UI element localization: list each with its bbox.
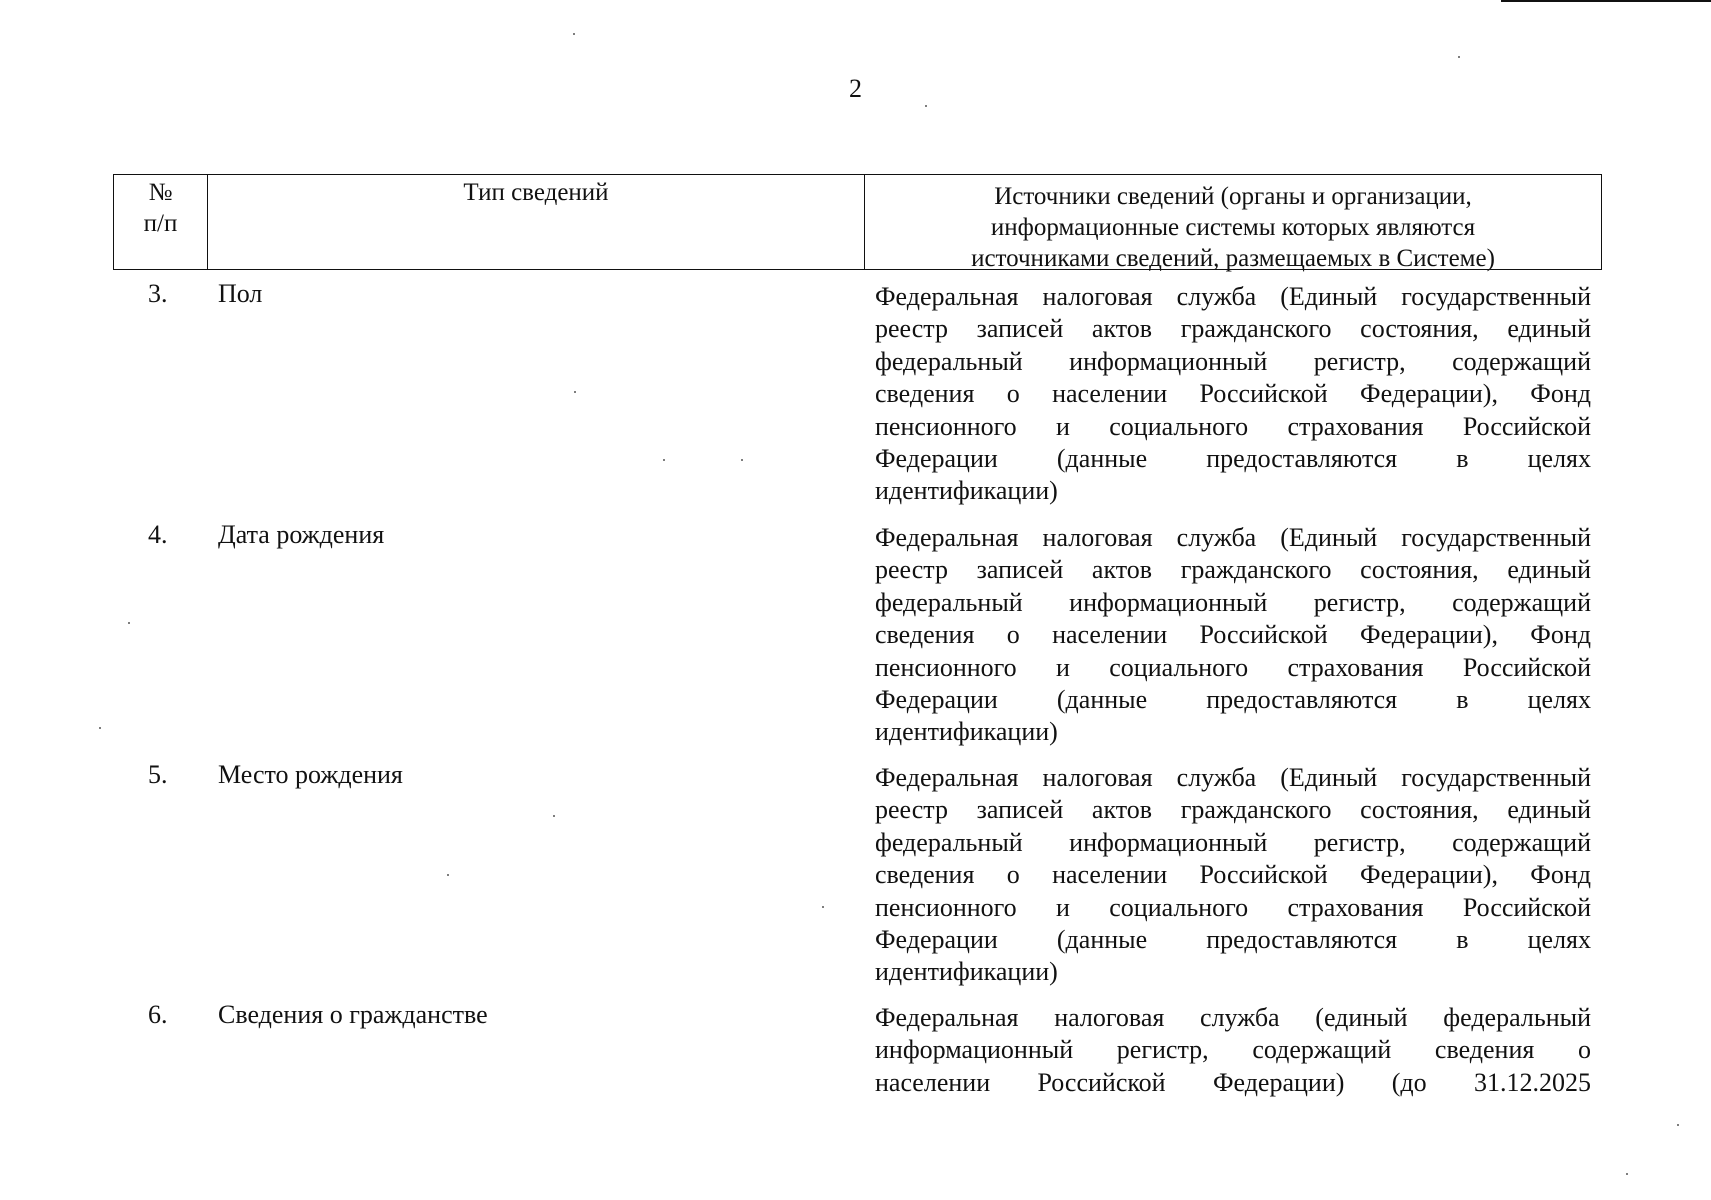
source-line: Федерации (данные предоставляются в целях <box>875 685 1591 715</box>
header-num: № п/п <box>114 175 208 269</box>
source-line: пенсионного и социального страхования Российской <box>875 892 1591 922</box>
row-type: Дата рождения <box>218 520 385 549</box>
source-line: Федеральная налоговая служба (Единый государственный <box>875 763 1591 792</box>
scan-speck <box>1677 1124 1679 1126</box>
source-line: сведения о населении Российской Федерации), Фонд <box>875 860 1591 890</box>
scan-speck <box>663 459 665 461</box>
scan-speck <box>741 459 743 461</box>
source-line: идентификации) <box>875 476 1058 506</box>
source-line: Федеральная налоговая служба (Единый государственный <box>875 523 1591 552</box>
row-type: Место рождения <box>218 760 403 789</box>
source-line: информационный регистр, содержащий сведения о <box>875 1035 1591 1065</box>
scan-speck <box>447 874 449 876</box>
page-number: 2 <box>849 74 862 103</box>
source-line: идентификации) <box>875 957 1058 987</box>
source-line: сведения о населении Российской Федерации), Фонд <box>875 379 1591 409</box>
source-line: пенсионного и социального страхования Российской <box>875 652 1591 682</box>
scan-edge-rule <box>1501 0 1711 2</box>
scan-speck <box>1626 1173 1628 1175</box>
row-number: 5. <box>148 760 168 789</box>
row-source <box>875 762 1591 989</box>
source-line: Федеральная налоговая служба (единый федеральный <box>875 1003 1591 1032</box>
scan-speck <box>553 815 555 817</box>
source-line: пенсионного и социального страхования Российской <box>875 411 1591 441</box>
source-line: сведения о населении Российской Федерации), Фонд <box>875 620 1591 650</box>
source-line: реестр записей актов гражданского состояния, единый <box>875 555 1591 585</box>
scan-speck <box>574 391 576 393</box>
table-header <box>113 174 1602 270</box>
scan-speck <box>1458 56 1460 58</box>
source-line: федеральный информационный регистр, содержащий <box>875 346 1591 376</box>
row-source <box>875 1002 1591 1099</box>
scan-speck <box>822 906 824 908</box>
row-type: Пол <box>218 279 263 308</box>
row-number: 3. <box>148 279 168 308</box>
row-source <box>875 522 1591 749</box>
scan-speck <box>128 622 130 624</box>
row-number: 6. <box>148 1000 168 1029</box>
scan-speck <box>573 33 575 35</box>
scan-speck <box>99 727 101 729</box>
source-line: реестр записей актов гражданского состояния, единый <box>875 314 1591 344</box>
source-line: федеральный информационный регистр, содержащий <box>875 587 1591 617</box>
source-line: реестр записей актов гражданского состояния, единый <box>875 795 1591 825</box>
source-line: Федерации (данные предоставляются в целях <box>875 444 1591 474</box>
source-line: федеральный информационный регистр, содержащий <box>875 827 1591 857</box>
source-line: населении Российской Федерации) (до 31.12.2025 <box>875 1067 1591 1097</box>
row-type: Сведения о гражданстве <box>218 1000 488 1029</box>
source-line: идентификации) <box>875 717 1058 747</box>
row-source <box>875 281 1591 508</box>
row-number: 4. <box>148 520 168 549</box>
source-line: Федерации (данные предоставляются в целях <box>875 925 1591 955</box>
source-line: Федеральная налоговая служба (Единый государственный <box>875 282 1591 311</box>
scan-speck <box>925 105 927 107</box>
header-source: Источники сведений (органы и организации, информационные системы которых являются источниками сведений, размещаемых в Системе) <box>971 183 1495 272</box>
header-type: Тип сведений <box>208 175 865 269</box>
